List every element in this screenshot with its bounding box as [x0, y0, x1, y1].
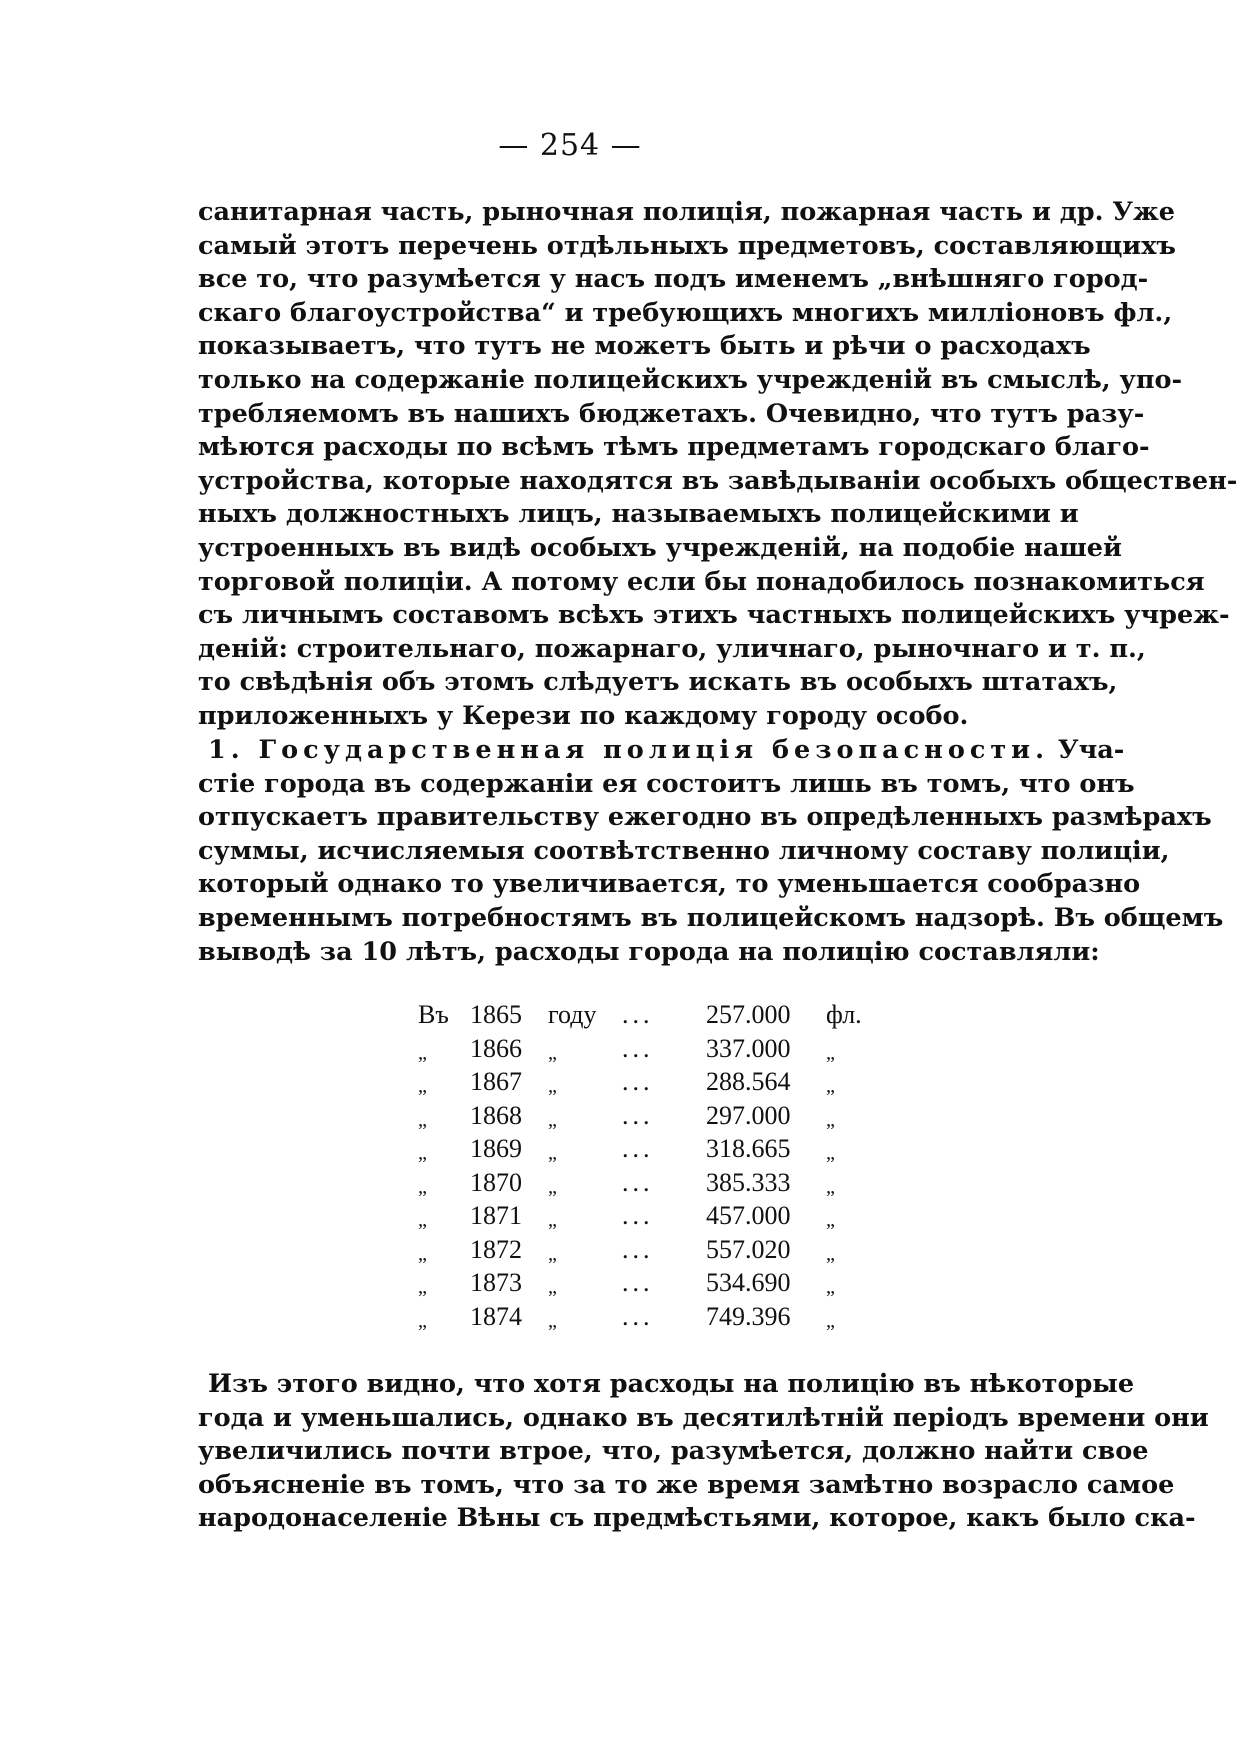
year-cell: 1874: [470, 1301, 522, 1331]
text-line: все то, что разумѣется у насъ подъ именемъ „внѣшняго город-: [198, 264, 1149, 295]
text-line: требляемомъ въ нашихъ бюджетахъ. Очевидно, что тутъ разу-: [198, 398, 1145, 429]
unit-cell: „: [548, 1209, 557, 1231]
text-line: показываетъ, что тутъ не можетъ быть и рѣчи о расходахъ: [198, 331, 1091, 362]
unit-cell: „: [548, 1041, 557, 1064]
text-line: самый этотъ перечень отдѣльныхъ предметовъ, составляющихъ: [198, 230, 1176, 261]
year-prefix: „: [418, 1309, 427, 1332]
text-line: мѣются расходы по всѣмъ тѣмъ предметамъ городскаго благо-: [198, 432, 1150, 463]
amount-cell: 534.690: [706, 1268, 791, 1297]
leader-dots: ...: [622, 1033, 654, 1063]
year-prefix: „: [418, 1276, 427, 1298]
text-line: который однако то увеличивается, то уменьшается сообразно: [198, 869, 1141, 900]
text-line: то свѣдѣнія объ этомъ слѣдуетъ искать въ особыхъ штатахъ,: [198, 667, 1118, 698]
leader-dots: ...: [622, 1301, 654, 1331]
amount-cell: 557.020: [706, 1234, 791, 1264]
leader-dots: ...: [622, 1067, 654, 1096]
year-cell: 1867: [470, 1067, 522, 1096]
text-line: народонаселеніе Вѣны съ предмѣстьями, которое, какъ было ска-: [198, 1503, 1196, 1534]
year-prefix: „: [418, 1175, 427, 1198]
amount-cell: 318.665: [706, 1134, 791, 1163]
currency-cell: „: [826, 1041, 835, 1064]
year-prefix: „: [418, 1075, 427, 1097]
text-line: стіе города въ содержаніи ея состоитъ лишь въ томъ, что онъ: [198, 768, 1135, 799]
year-cell: 1865: [470, 1000, 522, 1029]
leader-dots: ...: [622, 1167, 654, 1197]
leader-dots: ...: [622, 1100, 654, 1130]
year-cell: 1868: [470, 1100, 522, 1130]
currency-cell: „: [826, 1209, 835, 1231]
paragraph-state-security-police: [198, 734, 1224, 969]
text-line: съ личнымъ составомъ всѣхъ этихъ частныхъ полицейскихъ учреж-: [198, 600, 1230, 631]
text-line: ныхъ должностныхъ лицъ, называемыхъ полицейскими и: [198, 499, 1079, 530]
currency-cell: фл.: [826, 1000, 862, 1029]
year-prefix: „: [418, 1142, 427, 1164]
unit-cell: „: [548, 1108, 557, 1131]
unit-cell: „: [548, 1075, 557, 1097]
text-line: выводѣ за 10 лѣтъ, расходы города на полицію составляли:: [198, 936, 1100, 967]
year-cell: 1866: [470, 1033, 522, 1063]
text-line: санитарная часть, рыночная полиція, пожарная часть и др. Уже: [198, 197, 1175, 227]
year-cell: 1873: [470, 1268, 522, 1297]
currency-cell: „: [826, 1309, 835, 1332]
currency-cell: „: [826, 1108, 835, 1131]
text-line: [198, 734, 1125, 768]
unit-cell: „: [548, 1276, 557, 1298]
text-line: Изъ этого видно, что хотя расходы на полицію въ нѣкоторые: [208, 1369, 1135, 1399]
currency-cell: „: [826, 1075, 835, 1097]
text-fragment: Уча-: [1057, 735, 1125, 765]
unit-cell: „: [548, 1242, 557, 1265]
currency-cell: „: [826, 1276, 835, 1298]
year-cell: 1870: [470, 1167, 522, 1197]
year-cell: 1872: [470, 1234, 522, 1264]
page-number: — 254 —: [498, 128, 642, 163]
text-line: отпускаетъ правительству ежегодно въ опредѣленныхъ размѣрахъ: [198, 802, 1212, 833]
leader-dots: ...: [622, 1268, 654, 1297]
year-prefix: Въ: [418, 1000, 449, 1029]
year-cell: 1869: [470, 1134, 522, 1163]
currency-cell: „: [826, 1142, 835, 1164]
year-prefix: „: [418, 1209, 427, 1231]
text-line: устроенныхъ въ видѣ особыхъ учрежденій, на подобіе нашей: [198, 532, 1122, 563]
leader-dots: ...: [622, 1234, 654, 1264]
amount-cell: 749.396: [706, 1301, 791, 1331]
amount-cell: 457.000: [706, 1201, 791, 1230]
amount-cell: 257.000: [706, 1000, 791, 1029]
section-heading: 1. Государственная полиція безопасности.: [208, 735, 1049, 765]
amount-cell: 297.000: [706, 1100, 791, 1130]
leader-dots: ...: [622, 1134, 654, 1163]
unit-cell: „: [548, 1175, 557, 1198]
text-line: года и уменьшались, однако въ десятилѣтній періодъ времени они: [198, 1402, 1209, 1433]
text-line: временнымъ потребностямъ въ полицейскомъ надзорѣ. Въ общемъ: [198, 902, 1224, 933]
text-line: объясненіе въ томъ, что за то же время замѣтно возрасло самое: [198, 1469, 1175, 1500]
text-line: скаго благоустройства“ и требующихъ многихъ милліоновъ фл.,: [198, 297, 1173, 328]
amount-cell: 288.564: [706, 1067, 791, 1096]
paragraph-expense-growth: [198, 1368, 1209, 1536]
text-line: только на содержаніе полицейскихъ учрежденій въ смыслѣ, упо-: [198, 364, 1183, 395]
leader-dots: ...: [622, 1000, 654, 1029]
paragraph-police-departments: [198, 196, 1237, 734]
amount-cell: 337.000: [706, 1033, 791, 1063]
text-line: суммы, исчисляемыя соотвѣтственно личному составу полиціи,: [198, 835, 1170, 866]
text-line: торговой полиціи. А потому если бы понадобилось познакомиться: [198, 566, 1205, 597]
unit-cell: „: [548, 1309, 557, 1332]
text-line: деній: строительнаго, пожарнаго, уличнаго, рыночнаго и т. п.,: [198, 633, 1146, 664]
year-prefix: „: [418, 1041, 427, 1064]
leader-dots: ...: [622, 1201, 654, 1230]
year-prefix: „: [418, 1242, 427, 1265]
year-prefix: „: [418, 1108, 427, 1131]
text-line: увеличились почти втрое, что, разумѣется, должно найти свое: [198, 1436, 1149, 1467]
year-cell: 1871: [470, 1201, 522, 1230]
unit-cell: году: [548, 1000, 597, 1029]
text-line: приложенныхъ у Керези по каждому городу особо.: [198, 700, 969, 731]
text-line: устройства, которые находятся въ завѣдываніи особыхъ обществен-: [198, 465, 1237, 496]
currency-cell: „: [826, 1242, 835, 1265]
currency-cell: „: [826, 1175, 835, 1198]
amount-cell: 385.333: [706, 1167, 791, 1197]
unit-cell: „: [548, 1142, 557, 1164]
